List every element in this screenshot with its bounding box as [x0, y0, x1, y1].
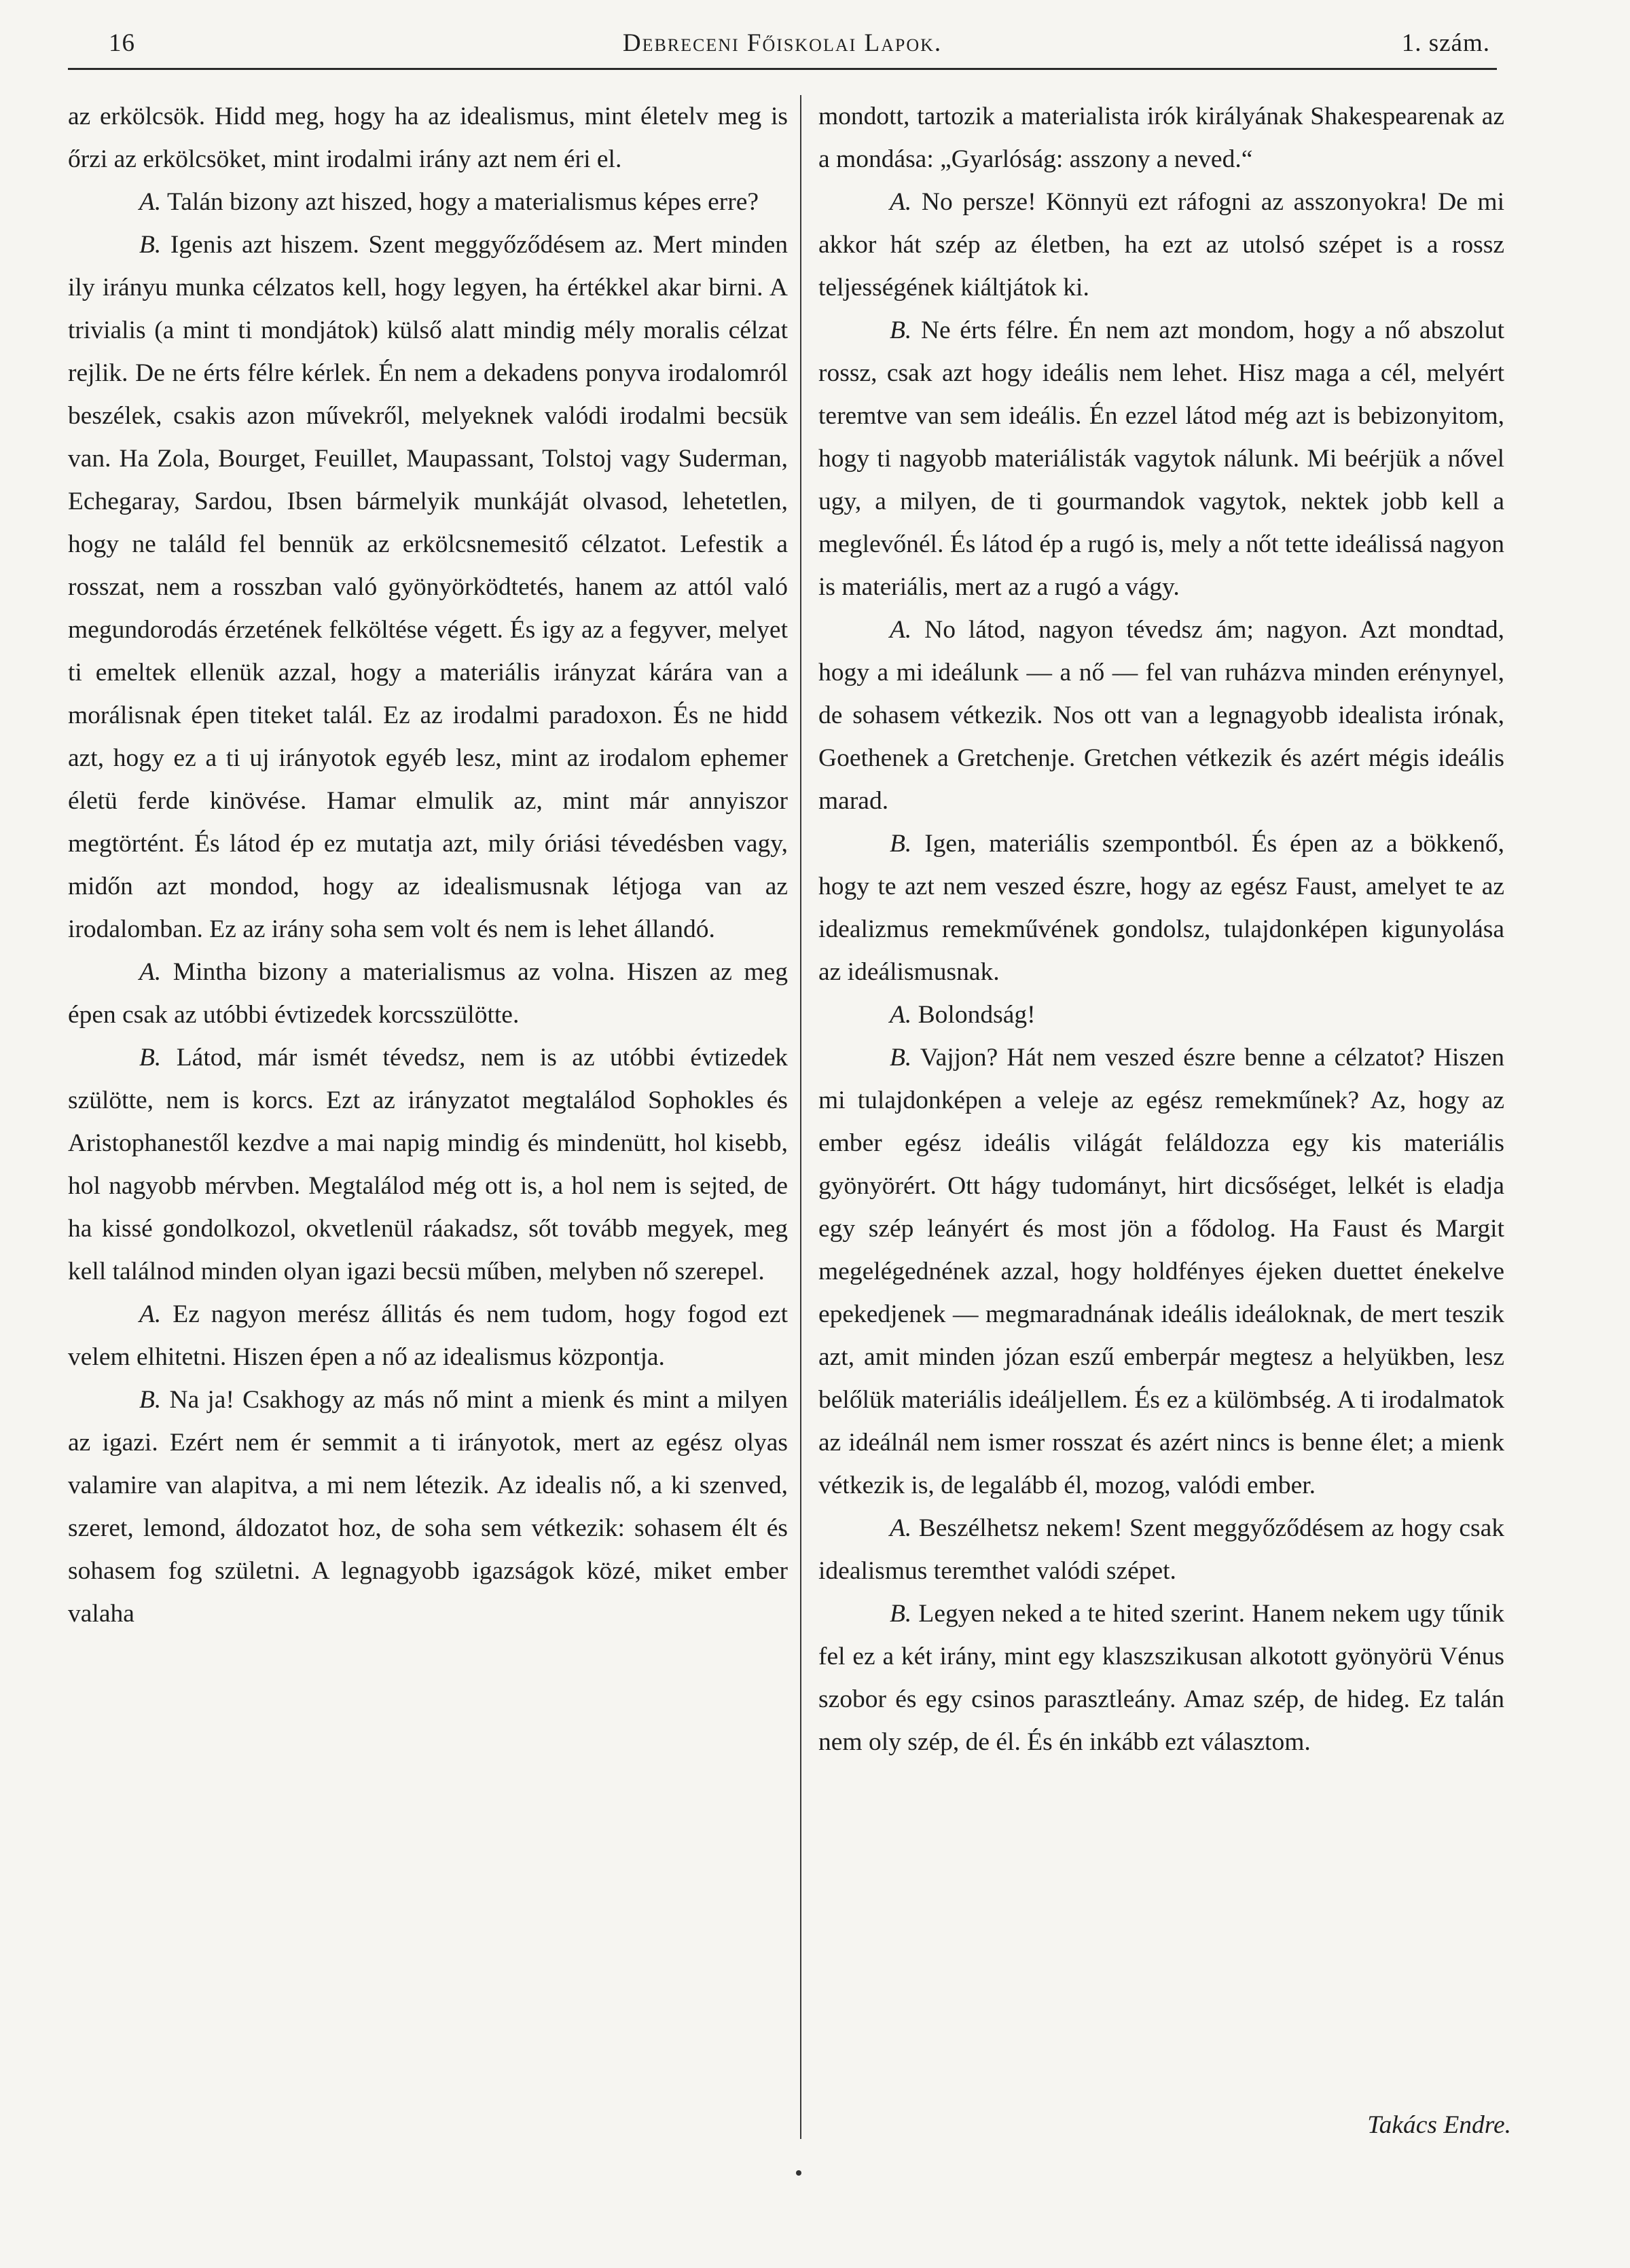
paragraph: A. Mintha bizony a materialismus az volna. Hiszen az meg épen csak az utóbbi évtizedek korcsszülötte. [68, 958, 788, 1029]
speaker-label: A. [890, 616, 912, 644]
left-column [68, 95, 788, 1635]
paragraph: B. Igen, materiális szempontból. És épen az a bökkenő, hogy te azt nem veszed észre, hogy az egész Faust, amelyet te az idealizmus remekművének gondolsz, tulajdonképen kigunyolása az ideálismusnak. [818, 830, 1504, 986]
column-divider [800, 95, 801, 2139]
paragraph: B. Legyen neked a te hited szerint. Hanem nekem ugy tűnik fel ez a két irány, mint egy klaszszikusan alkotott gyönyörü Vénus szobor és egy csinos parasztleány. Amaz szép, de hideg. Ez talán nem oly szép, de él. És én inkább ezt választom. [818, 1600, 1505, 1756]
speaker-label: A. [890, 1001, 912, 1029]
speaker-label: A. [890, 1514, 912, 1542]
issue-number: 1. szám. [1401, 29, 1490, 57]
paragraph: A. No látod, nagyon tévedsz ám; nagyon. Azt mondtad, hogy a mi ideálunk — a nő — fel van ruházva minden erénynyel, de sohasem vétkezik. Nos ott van a legnagyobb idealista irónak, Goethenek a Gretchenje. Gretchen vétkezik és azért mégis ideális marad. [818, 616, 1504, 815]
paragraph: az erkölcsök. Hidd meg, hogy ha az idealismus, mint életelv meg is őrzi az erkölcsöket, mint irodalmi irány azt nem éri el. [68, 103, 788, 173]
paragraph: A. Talán bizony azt hiszed, hogy a materialismus képes erre? [139, 188, 759, 216]
paragraph: A. Bolondság! [890, 1001, 1036, 1029]
header-rule [68, 68, 1497, 70]
speaker-label: B. [890, 1600, 912, 1628]
paragraph: B. Ne érts félre. Én nem azt mondom, hogy a nő abszolut rossz, csak azt hogy ideális nem lehet. Hisz maga a cél, melyért teremtve van sem ideális. Én ezzel látod még azt is bebizonyitom, hogy ti nagyobb materiálisták vagytok nálunk. Mi beérjük a nővel ugy, a milyen, de ti gourmandok vagytok, nektek jobb kell a meglevőnél. És látod ép a rugó is, mely a nőt tette ideálissá nagyon is materiális, mert az a rugó a vágy. [818, 316, 1504, 601]
paragraph: B. Igenis azt hiszem. Szent meggyőződésem az. Mert minden ily irányu munka célzatos kell, hogy legyen, ha értékkel akar birni. A trivialis (a mint ti mondjátok) külső alatt mindig mély moralis célzat rejlik. De ne érts félre kérlek. Én nem a dekadens ponyva irodalomról beszélek, csakis azon művekről, melyeknek valódi irodalmi becsük van. Ha Zola, Bourget, Feuillet, Maupassant, Tolstoj vagy Suderman, Echegaray, Sardou, Ibsen bármelyik munkáját olvasod, lehetetlen, hogy ne találd fel bennük az erkölcsnemesitő célzatot. Lefestik a rosszat, nem a rosszban való gyönyörködtetés, hanem az attól való megundorodás érzetének felköltése végett. És igy az a fegyver, melyet ti emeltek ellenük azzal, hogy a materiális irányzat kárára van a morálisnak épen titeket talál. Ez az irodalmi paradoxon. És ne hidd azt, hogy ez a ti uj irányotok egyéb lesz, mint az irodalom ephemer életü ferde kinövése. Hamar elmulik az, mint már annyiszor megtörtént. És látod ép ez mutatja azt, mily óriási tévedésben vagy, midőn azt mondod, hogy az idealismusnak létjoga van az irodalomban. Ez az irány soha sem volt és nem is lehet állandó. [68, 231, 789, 943]
speaker-label: A. [139, 958, 162, 986]
speaker-label: A. [890, 188, 912, 216]
paragraph: B. Na ja! Csakhogy az más nő mint a mienk és mint a milyen az igazi. Ezért nem ér semmit a ti irányotok, mert az egész olyas valamire van alapitva, a mi nem létezik. Az idealis nő, a ki szenved, szeret, lemond, áldozatot hoz, de soha sem vétkezik: sohasem élt és sohasem fog születni. A legnagyobb igazságok közé, miket ember valaha [68, 1386, 788, 1628]
speaker-label: A. [139, 188, 162, 216]
paragraph: B. Látod, már ismét tévedsz, nem is az utóbbi évtizedek szülötte, nem is korcs. Ezt az irányzatot megtalálod Sophokles és Aristophanestől kezdve a mai napig mindig és mindenütt, hol kisebb, hol nagyobb mérvben. Megtalálod még ott is, a hol nem is sejted, de ha kissé gondolkozol, okvetlenül ráakadsz, sőt tovább megyek, meg kell találnod minden olyan igazi becsü műben, melyben nő szerepel. [68, 1044, 789, 1285]
speaker-label: B. [139, 231, 162, 259]
paragraph: A. Beszélhetsz nekem! Szent meggyőződésem az hogy csak idealismus teremthet valódi szépet. [818, 1514, 1505, 1585]
running-header [68, 26, 1497, 67]
speaker-label: A. [139, 1300, 162, 1328]
author-signature: Takács Endre. [1367, 2111, 1511, 2139]
paragraph: B. Vajjon? Hát nem veszed észre benne a célzatot? Hiszen mi tulajdonképen a veleje az egész remekműnek? Az, hogy az ember egész ideális világát feláldozza egy kis materiális gyönyörért. Ott hágy tudományt, hirt dicsőséget, lelkét is eladja egy szép leányért és most jön a fődolog. Ha Faust és Margit megelégednének azzal, hogy holdfényes éjeken duettet énekelve epekedjenek — megmaradnának ideális ideáloknak, de mert teszik azt, amit minden józan eszű emberpár megtesz a helyükben, lesz belőlük materiális ideáljellem. És ez a külömbség. A ti irodalmatok az ideálnál nem ismer rosszat és azért nincs is benne élet; a mienk vétkezik is, de legalább él, mozog, valódi ember. [818, 1044, 1505, 1499]
ink-dot [796, 2170, 801, 2176]
paragraph: A. Ez nagyon merész állitás és nem tudom, hogy fogod ezt velem elhitetni. Hiszen épen a nő az idealismus központja. [68, 1300, 788, 1371]
speaker-label: B. [890, 1044, 912, 1072]
speaker-label: B. [139, 1044, 162, 1072]
speaker-label: B. [890, 316, 912, 344]
page-number: 16 [109, 29, 135, 57]
journal-title: Debreceni Főiskolai Lapok. [622, 29, 943, 57]
paragraph: A. No persze! Könnyü ezt ráfogni az asszonyokra! De mi akkor hát szép az életben, ha ezt az utolsó szépet is a rossz teljességének kiáltjátok ki. [818, 188, 1504, 301]
speaker-label: B. [139, 1386, 162, 1414]
speaker-label: B. [890, 830, 912, 858]
right-column [818, 95, 1504, 1763]
paragraph: mondott, tartozik a materialista irók királyának Shakespearenak az a mondása: „Gyarlóság: asszony a neved.“ [818, 103, 1504, 173]
